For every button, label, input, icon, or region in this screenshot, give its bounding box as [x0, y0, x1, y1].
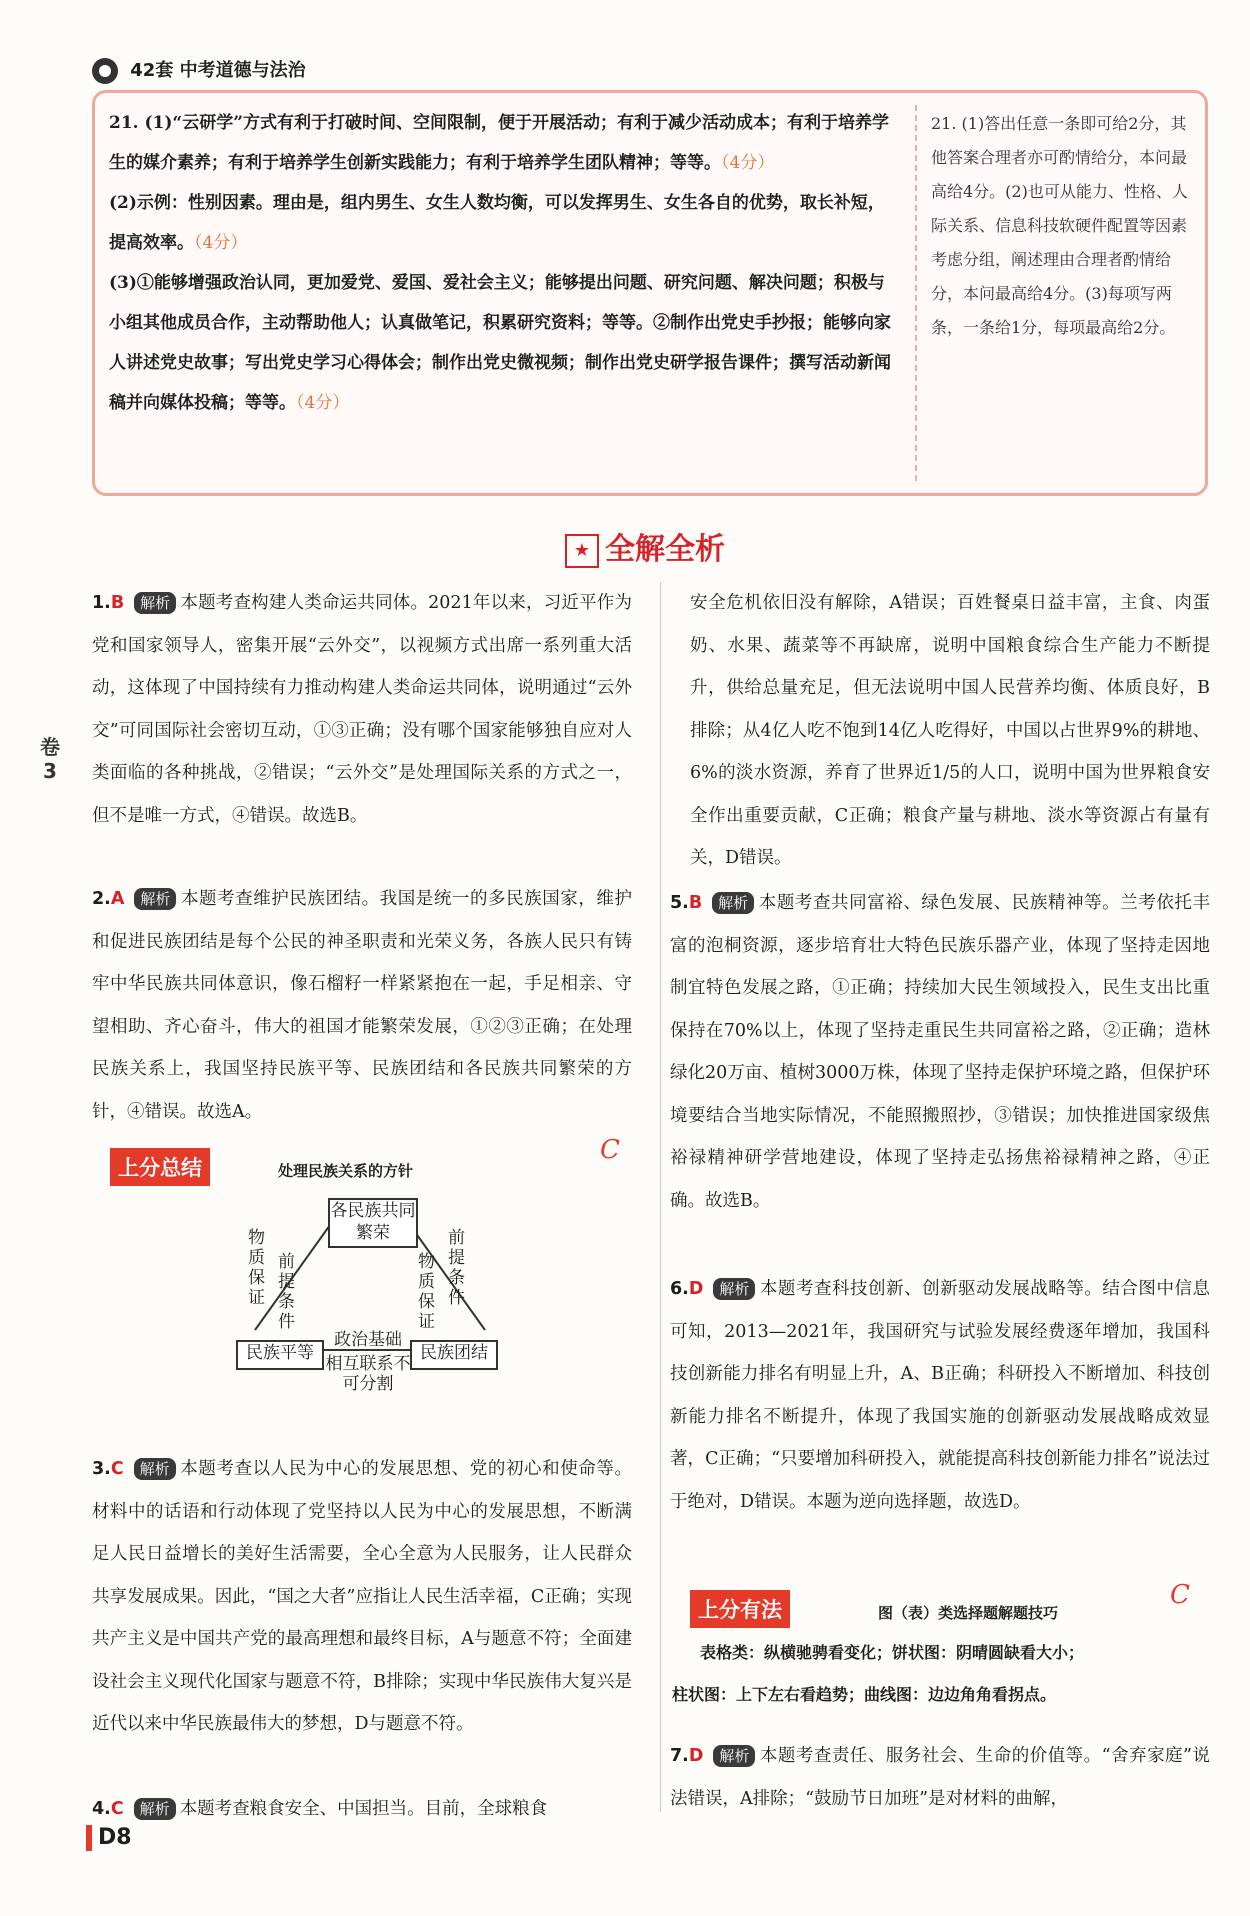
- question-5: 5.B 解析 本题考查共同富裕、绿色发展、民族精神等。兰考依托丰富的泡桐资源，逐步培育壮大特色民族乐器产业，体现了坚持走因地制宜特色发展之路，①正确；持续加大民生领域投入，民生支出比重保持在70%以上，体现了坚持走重民生共同富裕之路，②正确；造林绿化20万亩、植树3000万株，体现了坚持走保护环境之路，但保护环境要结合当地实际情况，不能照搬照抄，③错误；加快推进国家级焦裕禄精神研学营地建设，体现了坚持走弘扬焦裕禄精神之路，④正确。故选B。: [670, 893, 1210, 1211]
- check-mark-icon: C: [600, 1135, 620, 1165]
- diagram-title: 处理民族关系的方针: [278, 1162, 414, 1180]
- label-right-inner: 物质保证: [418, 1252, 435, 1332]
- page-footer: [86, 1825, 132, 1851]
- answer-side-notes: 21. (1)答出任意一条即可给2分，其他答案合理者亦可酌情给分，本问最高给4分。(2)也可从能力、性格、人际关系、信息科技软硬件配置等因素考虑分组，阐述理由合理者酌情给分，本问最高给4分。(3)每项写两条，一条给1分，每项最高给2分。: [931, 114, 1188, 337]
- book-logo-icon: [92, 58, 118, 84]
- question-7: 7.D 解析 本题考查责任、服务社会、生命的价值等。“舍弃家庭”说法错误，A排除；“鼓励节日加班”是对材料的曲解，: [670, 1746, 1210, 1809]
- question-4-continued: 安全危机依旧没有解除，A错误；百姓餐桌日益丰富，主食、肉蛋奶、水果、蔬菜等不再缺席，说明中国粮食综合生产能力不断提升，供给总量充足，但无法说明中国人民营养均衡、体质良好，B排除；从4亿人吃不饱到14亿人吃得好，中国以占世界9%的耕地、6%的淡水资源，养育了世界近1/5的人口，说明中国为世界粮食安全作出重要贡献，C正确；粮食产量与耕地、淡水等资源占有量有关，D错误。: [690, 593, 1210, 868]
- analysis-tag: 解析: [134, 592, 176, 614]
- method-tag: 上分有法: [690, 1590, 790, 1628]
- score-1: （4分）: [721, 153, 775, 173]
- analysis-tag: 解析: [134, 888, 176, 910]
- answer-box: [92, 90, 1208, 496]
- question-1: 1.B 解析 本题考查构建人类命运共同体。2021年以来，习近平作为党和国家领导人，密集开展“云外交”，以视频方式出席一系列重大活动，这体现了中国持续有力推动构建人类命运共同体，说明通过“云外交”可同国际社会密切互动，①③正确；没有哪个国家能够独自应对人类面临的各种挑战，②错误；“云外交”是处理国际关系的方式之一，但不是唯一方式，④错误。故选B。: [92, 593, 632, 826]
- node-equality: 民族平等: [236, 1340, 324, 1370]
- analysis-tag: 解析: [712, 892, 754, 914]
- score-2: （4分）: [194, 233, 248, 253]
- star-icon: ★: [565, 534, 599, 568]
- node-unity: 民族团结: [410, 1340, 498, 1370]
- analysis-tag: 解析: [134, 1458, 176, 1480]
- answer-part-2: (2)示例：性别因素。理由是，组内男生、女生人数均衡，可以发挥男生、女生各自的优势，取长补短，提高效率。（4分）: [109, 193, 885, 253]
- label-political-basis: 政治基础: [334, 1330, 402, 1350]
- question-6: 6.D 解析 本题考查科技创新、创新驱动发展战略等。结合图中信息可知，2013—2021年，我国研究与试验发展经费逐年增加，我国科技创新能力排名有明显上升，A、B正确；科研投入不断增加、科技创新能力排名不断提升，体现了我国实施的创新驱动发展战略成效显著，C正确；“只要增加科研投入，就能提高科技创新能力排名”说法过于绝对，D错误。本题为逆向选择题，故选D。: [670, 1279, 1210, 1512]
- analysis-tag: 解析: [713, 1278, 755, 1300]
- score-3: （4分）: [296, 393, 350, 413]
- tip-line-2: 柱状图：上下左右看趋势；曲线图：边边角角看拐点。: [672, 1685, 1057, 1704]
- label-interconnected: 相互联系不可分割: [325, 1354, 411, 1394]
- label-left-inner: 前提条件: [278, 1252, 295, 1332]
- label-right-outer: 前提条件: [448, 1228, 465, 1308]
- question-2: 2.A 解析 本题考查维护民族团结。我国是统一的多民族国家，维护和促进民族团结是每个公民的神圣职责和光荣义务，各族人民只有铸牢中华民族共同体意识，像石榴籽一样紧紧抱在一起，手足相亲、守望相助、齐心奋斗，伟大的祖国才能繁荣发展，①②③正确；在处理民族关系上，我国坚持民族平等、民族团结和各民族共同繁荣的方针，④错误。故选A。: [92, 889, 632, 1122]
- answer-main: [109, 103, 899, 423]
- label-left-outer: 物质保证: [248, 1228, 265, 1308]
- method-tips: [672, 1632, 1085, 1716]
- page-header: [92, 56, 306, 84]
- question-3: 3.C 解析 本题考查以人民为中心的发展思想、党的初心和使命等。材料中的话语和行动体现了党坚持以人民为中心的发展思想，不断满足人民日益增长的美好生活需要，全心全意为人民服务，让人民群众共享发展成果。因此，“国之大者”应指让人民生活幸福，C正确；实现共产主义是中国共产党的最高理想和最终目标，A与题意不符；全面建设社会主义现代化国家与题意不符，B排除；实现中华民族伟大复兴是近代以来中华民族最伟大的梦想，D与题意不符。: [92, 1459, 632, 1734]
- section-title: ★ 全解全析: [565, 524, 725, 568]
- header-title: 42套 中考道德与法治: [130, 60, 306, 81]
- summary-tag: 上分总结: [110, 1148, 210, 1186]
- column-divider: [660, 582, 661, 1812]
- footer-bar: [86, 1825, 92, 1851]
- tip-line-1: 表格类：纵横驰骋看变化；饼状图：阴晴圆缺看大小；: [700, 1643, 1085, 1662]
- analysis-tag: 解析: [713, 1745, 755, 1767]
- box-divider: [915, 105, 917, 481]
- side-label: 卷3: [40, 735, 60, 783]
- node-common-prosperity: 各民族共同繁荣: [328, 1198, 418, 1248]
- page-number: D8: [98, 1825, 132, 1850]
- check-mark-icon: C: [1170, 1580, 1190, 1610]
- answer-part-3: (3)①能够增强政治认同，更加爱党、爱国、爱社会主义；能够提出问题、研究问题、解决问题；积极与小组其他成员合作，主动帮助他人；认真做笔记，积累研究资料；等等。②制作出党史手抄报；能够向家人讲述党史故事；写出党史学习心得体会；制作出党史微视频；制作出党史研学报告课件；撰写活动新闻稿并向媒体投稿；等等。（4分）: [109, 273, 891, 413]
- method-title: 图（表）类选择题解题技巧: [878, 1604, 1059, 1622]
- answer-part-1: 21. (1)“云研学”方式有利于打破时间、空间限制，便于开展活动；有利于减少活动成本；有利于培养学生的媒介素养；有利于培养学生创新实践能力；有利于培养学生团队精神；等等。（4分）: [109, 113, 889, 173]
- question-4: 4.C 解析 本题考查粮食安全、中国担当。目前，全球粮食: [92, 1799, 548, 1819]
- analysis-tag: 解析: [134, 1798, 176, 1820]
